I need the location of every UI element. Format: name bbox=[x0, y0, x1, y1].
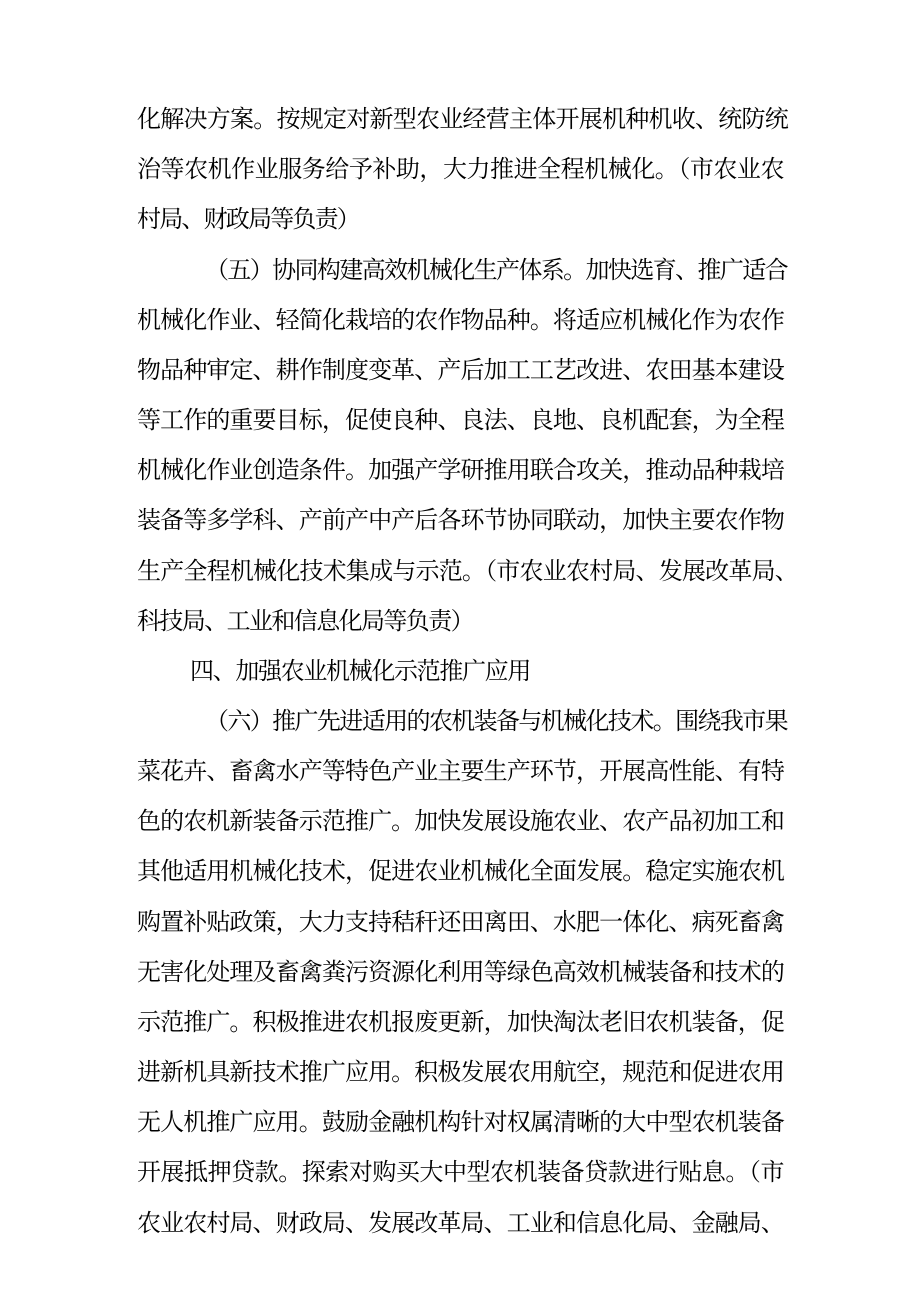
text-line bbox=[0, 549, 920, 593]
text-line-content: 装备等多学科、产前产中产后各环节协同联动，加快主要农作物 bbox=[137, 506, 784, 534]
text-line bbox=[0, 1150, 920, 1194]
text-line bbox=[0, 197, 920, 241]
text-line bbox=[0, 298, 920, 342]
text-line-content: 村局、财政局等负责） bbox=[137, 205, 359, 233]
text-line-content: 其他适用机械化技术，促进农业机械化全面发展。稳定实施农机 bbox=[137, 857, 784, 885]
text-line bbox=[0, 1000, 920, 1044]
text-line bbox=[0, 950, 920, 994]
text-line bbox=[0, 849, 920, 893]
text-line-content: 生产全程机械化技术集成与示范。（市农业农村局、发展改革局、 bbox=[137, 557, 799, 585]
text-line-content: 进新机具新技术推广应用。积极发展农用航空，规范和促进农用 bbox=[137, 1058, 784, 1086]
text-line bbox=[0, 749, 920, 793]
text-line-content: 开展抵押贷款。探索对购买大中型农机装备贷款进行贴息。（市 bbox=[137, 1158, 785, 1186]
text-line-content: 色的农机新装备示范推广。加快发展设施农业、农产品初加工和 bbox=[137, 807, 784, 835]
text-line bbox=[0, 248, 920, 292]
section-heading-text: 四、加强农业机械化示范推广应用 bbox=[190, 657, 531, 685]
text-line-content: （六）推广先进适用的农机装备与机械化技术。围绕我市果 bbox=[205, 707, 788, 735]
text-line bbox=[0, 348, 920, 392]
text-line-content: 无害化处理及畜禽粪污资源化利用等绿色高效机械装备和技术的 bbox=[137, 958, 784, 986]
text-line bbox=[0, 448, 920, 492]
text-line-content: 菜花卉、畜禽水产等特色产业主要生产环节，开展高性能、有特 bbox=[137, 757, 784, 785]
text-line-content: 购置补贴政策，大力支持秸秆还田离田、水肥一体化、病死畜禽 bbox=[137, 908, 784, 936]
text-line bbox=[0, 398, 920, 442]
text-line-content: 机械化作业创造条件。加强产学研推用联合攻关，推动品种栽培 bbox=[137, 456, 784, 484]
text-line bbox=[0, 498, 920, 542]
text-line-content: 等工作的重要目标，促使良种、良法、良地、良机配套，为全程 bbox=[137, 406, 784, 434]
section-heading bbox=[0, 649, 920, 693]
text-line-content: 化解决方案。按规定对新型农业经营主体开展机种机收、统防统 bbox=[137, 105, 788, 133]
text-line-content: 科技局、工业和信息化局等负责） bbox=[137, 607, 473, 635]
text-line-content: 治等农机作业服务给予补助，大力推进全程机械化。（市农业农 bbox=[137, 155, 785, 183]
text-line bbox=[0, 599, 920, 643]
text-line bbox=[0, 799, 920, 843]
text-line bbox=[0, 1050, 920, 1094]
text-line bbox=[0, 1100, 920, 1144]
text-line bbox=[0, 147, 920, 191]
text-line-content: （五）协同构建高效机械化生产体系。加快选育、推广适合 bbox=[205, 256, 788, 284]
text-line bbox=[0, 900, 920, 944]
text-line-content: 农业农村局、财政局、发展改革局、工业和信息化局、金融局、 bbox=[137, 1209, 784, 1237]
text-line bbox=[0, 97, 920, 141]
text-line bbox=[0, 699, 920, 743]
text-line-content: 无人机推广应用。鼓励金融机构针对权属清晰的大中型农机装备 bbox=[137, 1108, 784, 1136]
text-line bbox=[0, 1201, 920, 1245]
text-line-content: 物品种审定、耕作制度变革、产后加工工艺改进、农田基本建设 bbox=[137, 356, 784, 384]
text-line-content: 示范推广。积极推进农机报废更新，加快淘汰老旧农机装备，促 bbox=[137, 1008, 784, 1036]
text-line-content: 机械化作业、轻简化栽培的农作物品种。将适应机械化作为农作 bbox=[137, 306, 784, 334]
